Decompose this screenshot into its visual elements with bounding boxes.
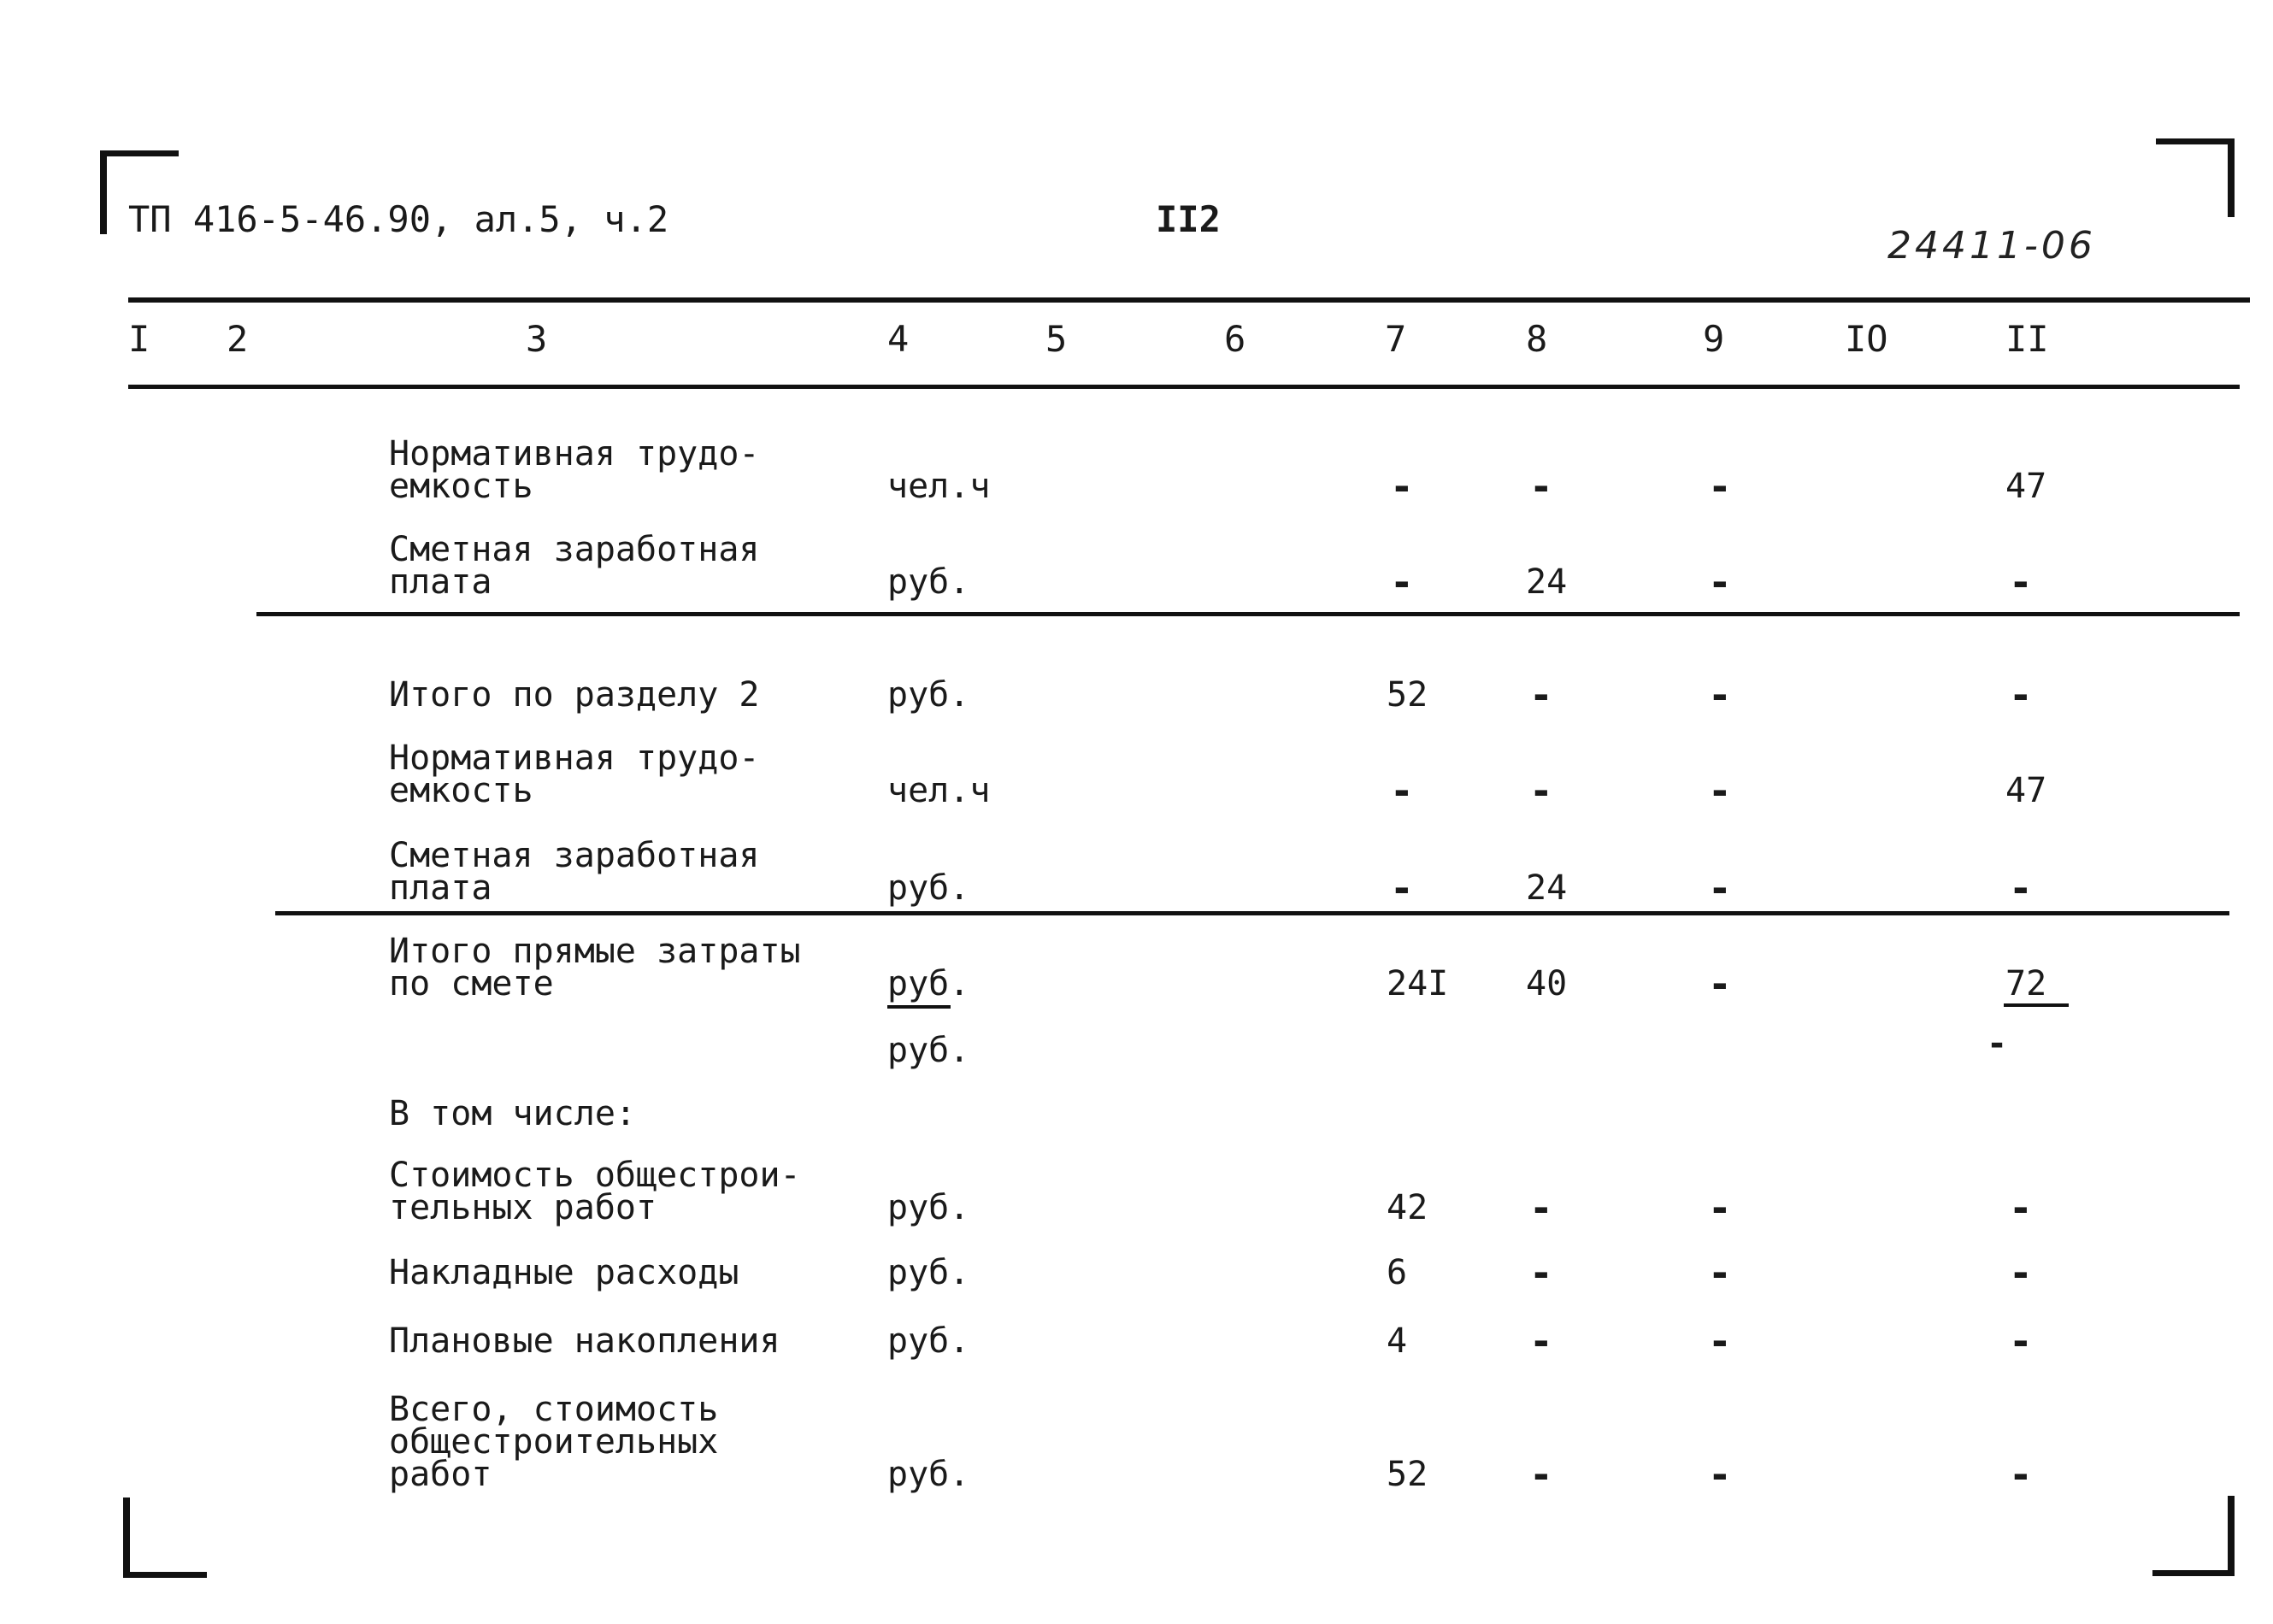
row-value-c9: - <box>1708 1451 1732 1497</box>
row-value-c11: - <box>2009 1185 2033 1231</box>
row-label: Сметная заработная плата <box>389 530 760 602</box>
row-value-c9: - <box>1708 865 1732 911</box>
frame-corner-bottom-left-h <box>123 1572 207 1578</box>
row-value-c7: - <box>1390 463 1414 509</box>
row-label: Накладные расходы <box>389 1253 739 1292</box>
row-value-c7: 52 <box>1387 1455 1428 1494</box>
frame-corner-top-left-h <box>100 150 179 156</box>
row-value-c7: 24I <box>1387 964 1449 1003</box>
row-value-c11: - <box>2009 672 2033 718</box>
column-number: 4 <box>887 318 910 360</box>
unit-fraction-line <box>887 1005 951 1009</box>
row-value-c11: - <box>2009 865 2033 911</box>
row-value-c7: 52 <box>1387 675 1428 715</box>
column-number: I <box>128 318 150 360</box>
row-value-c8: - <box>1529 768 1553 814</box>
row-label: Стоимость общестрои- тельных работ <box>389 1156 801 1227</box>
column-number: 2 <box>227 318 249 360</box>
row-value-c9: - <box>1708 768 1732 814</box>
row-label: Всего, стоимость общестроительных работ <box>389 1390 719 1494</box>
row-unit: руб. <box>887 868 970 908</box>
row-label: Нормативная трудо- емкость <box>389 434 760 506</box>
row-unit: руб. <box>887 1321 970 1361</box>
row-value-c9: - <box>1708 961 1732 1007</box>
row-value-c7: 42 <box>1387 1188 1428 1227</box>
column-number: 5 <box>1045 318 1068 360</box>
frame-corner-top-right <box>2228 138 2235 217</box>
row-label: Итого прямые затраты по смете <box>389 932 801 1003</box>
row-unit: чел.ч <box>887 771 991 810</box>
row-value-c7: - <box>1390 865 1414 911</box>
row-value-c9: - <box>1708 559 1732 605</box>
row-label: Нормативная трудо- емкость <box>389 738 760 810</box>
page-number: II2 <box>1156 198 1221 240</box>
row-label: Плановые накопления <box>389 1321 780 1361</box>
row-unit: руб. <box>887 964 970 1003</box>
row-value-c7: 4 <box>1387 1321 1408 1361</box>
document-code: ТП 416-5-46.90, ал.5, ч.2 <box>128 198 669 240</box>
row-value-c8: 24 <box>1526 562 1568 602</box>
frame-corner-bottom-left <box>123 1497 130 1578</box>
column-number: II <box>2005 318 2049 360</box>
column-number: 6 <box>1224 318 1246 360</box>
row-value-c11: - <box>2009 1451 2033 1497</box>
row-label: В том числе: <box>389 1094 636 1133</box>
row-value-c9: - <box>1708 1318 1732 1364</box>
row-unit: руб. <box>887 675 970 715</box>
column-number: 3 <box>526 318 548 360</box>
frame-corner-bottom-right-h <box>2152 1570 2235 1576</box>
row-value-c11: 72 <box>2005 964 2047 1003</box>
row-value-c11-below: - <box>1987 1024 2008 1063</box>
row-value-c11: - <box>2009 559 2033 605</box>
row-value-c9: - <box>1708 1185 1732 1231</box>
col11-fraction-line <box>2004 1003 2069 1007</box>
row-unit: чел.ч <box>887 467 991 506</box>
section-rule-1 <box>256 612 2240 616</box>
row-value-c8: - <box>1529 1451 1553 1497</box>
row-value-c9: - <box>1708 463 1732 509</box>
row-value-c8: - <box>1529 463 1553 509</box>
row-unit: руб. <box>887 562 970 602</box>
row-unit: руб. <box>887 1188 970 1227</box>
inventory-number: 24411-06 <box>1887 224 2096 268</box>
frame-corner-top-left <box>100 150 107 234</box>
header-top-rule <box>128 297 2250 303</box>
column-number: 8 <box>1526 318 1548 360</box>
row-unit: руб. <box>887 1253 970 1292</box>
column-number: IO <box>1845 318 1888 360</box>
header-bottom-rule <box>128 385 2240 389</box>
row-label: Сметная заработная плата <box>389 836 760 908</box>
section-rule-2 <box>275 911 2229 915</box>
row-value-c9: - <box>1708 1250 1732 1296</box>
row-value-c11: 47 <box>2005 467 2047 506</box>
row-value-c8: 40 <box>1526 964 1568 1003</box>
row-unit-below: руб. <box>887 1031 970 1070</box>
row-value-c11: - <box>2009 1318 2033 1364</box>
row-value-c8: - <box>1529 1185 1553 1231</box>
column-number: 7 <box>1385 318 1407 360</box>
row-value-c7: 6 <box>1387 1253 1408 1292</box>
row-value-c11: - <box>2009 1250 2033 1296</box>
row-value-c11: 47 <box>2005 771 2047 810</box>
row-value-c8: - <box>1529 672 1553 718</box>
row-value-c7: - <box>1390 559 1414 605</box>
row-value-c8: 24 <box>1526 868 1568 908</box>
frame-corner-bottom-right <box>2228 1496 2235 1576</box>
row-label: Итого по разделу 2 <box>389 675 760 715</box>
row-value-c9: - <box>1708 672 1732 718</box>
row-value-c7: - <box>1390 768 1414 814</box>
row-value-c8: - <box>1529 1250 1553 1296</box>
frame-corner-top-right-h <box>2156 138 2235 144</box>
row-value-c8: - <box>1529 1318 1553 1364</box>
column-number: 9 <box>1703 318 1725 360</box>
row-unit: руб. <box>887 1455 970 1494</box>
